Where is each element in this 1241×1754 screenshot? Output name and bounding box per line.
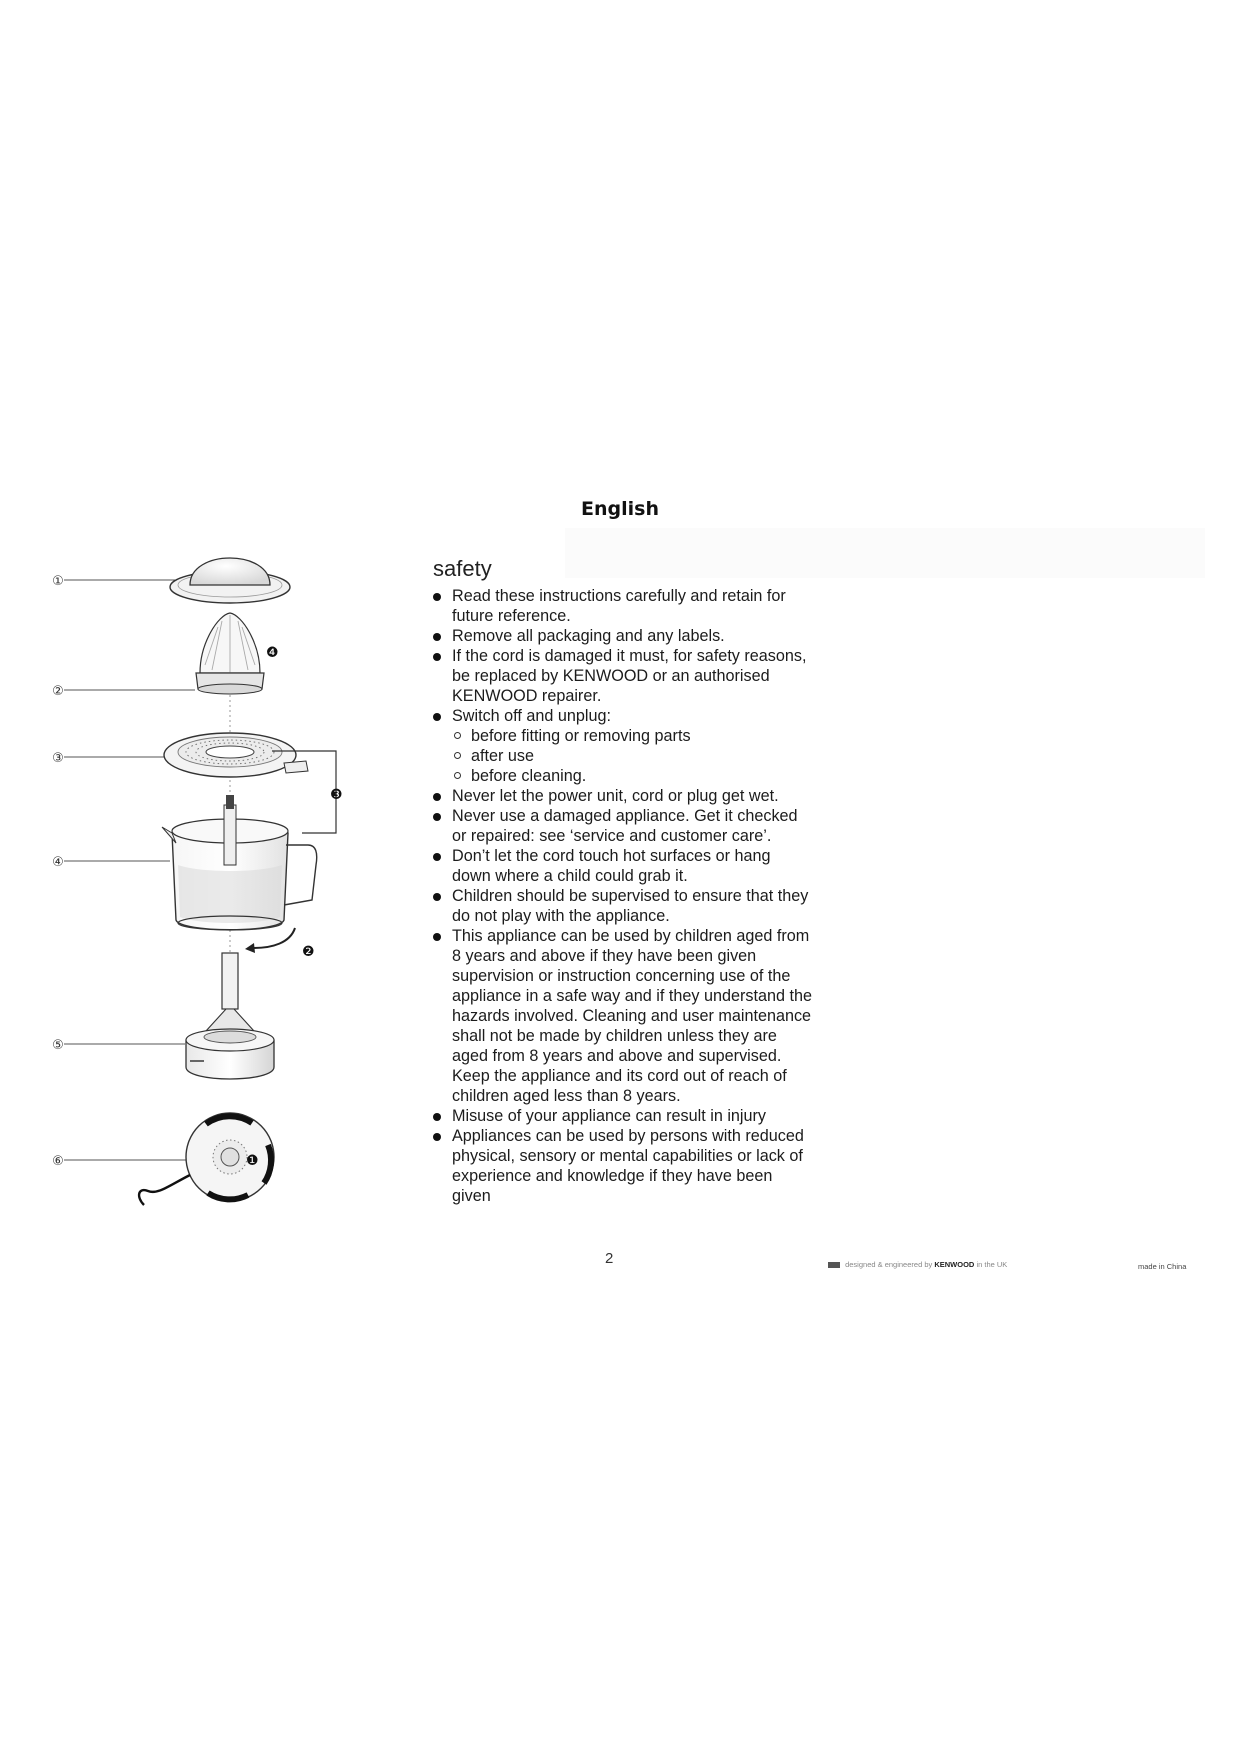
callout-4: ④ — [52, 855, 64, 870]
unplug-subitem: after use — [452, 746, 812, 766]
safety-item: Appliances can be used by persons with reduced physical, sensory or mental capabilities or lack of experience and knowledge if they have been given — [432, 1126, 812, 1206]
section-title-safety: safety — [433, 556, 492, 581]
safety-item: Don’t let the cord touch hot surfaces or hang down where a child could grab it. — [432, 846, 812, 886]
safety-item: Misuse of your appliance can result in injury — [432, 1106, 812, 1126]
uk-flag-icon — [828, 1262, 840, 1268]
credit-suffix: in the UK — [976, 1260, 1008, 1269]
juice-jug — [162, 795, 317, 930]
callout-3: ③ — [52, 751, 64, 766]
safety-item: If the cord is damaged it must, for safety reasons, be replaced by KENWOOD or an authorised KENWOOD repairer. — [432, 646, 812, 706]
safety-item: Remove all packaging and any labels. — [432, 626, 812, 646]
step-3-marker: ❸ — [330, 787, 343, 803]
callout-5: ⑤ — [52, 1038, 64, 1053]
citrus-press-exploded-diagram — [40, 555, 380, 1235]
callout-1: ① — [52, 574, 64, 589]
power-unit — [186, 953, 274, 1079]
unplug-subitem: before fitting or removing parts — [452, 726, 812, 746]
unplug-sub-list — [452, 726, 812, 786]
credit-prefix: designed & engineered by — [845, 1260, 933, 1269]
callout-2: ② — [52, 684, 64, 699]
unplug-subitem: before cleaning. — [452, 766, 812, 786]
sieve — [164, 733, 308, 777]
safety-item: This appliance can be used by children aged from 8 years and above if they have been given supervision or instruction concerning use of the appliance in a safe way and if they understand the hazards involved. Cleaning and user maintenance shall not be made by children unless they are aged from 8 years and above and supervised. Keep the appliance and its cord out of reach of children aged less than 8 years. — [432, 926, 812, 1106]
dust-cover — [170, 558, 290, 603]
page-heading: English — [581, 498, 659, 520]
small-cone — [196, 613, 264, 694]
page-number: 2 — [605, 1250, 614, 1267]
safety-item: Children should be supervised to ensure that they do not play with the appliance. — [432, 886, 812, 926]
safety-item: Never let the power unit, cord or plug get wet. — [432, 786, 812, 806]
footer-credit — [828, 1260, 1007, 1269]
step-4-marker: ❹ — [266, 645, 279, 661]
safety-item: Never use a damaged appliance. Get it checked or repaired: see ‘service and customer care’. — [432, 806, 812, 846]
safety-instructions-list — [432, 586, 812, 1206]
footer-origin: made in China — [1138, 1262, 1187, 1271]
header-band — [565, 528, 1205, 578]
safety-item: Read these instructions carefully and retain for future reference. — [432, 586, 812, 626]
step-2-marker: ❷ — [302, 944, 315, 960]
brand-name: KENWOOD — [934, 1260, 975, 1269]
safety-item: Switch off and unplug: before fitting or removing parts after use before cleaning. — [432, 706, 812, 786]
step-1-marker: ❶ — [246, 1153, 259, 1169]
callout-6: ⑥ — [52, 1154, 64, 1169]
